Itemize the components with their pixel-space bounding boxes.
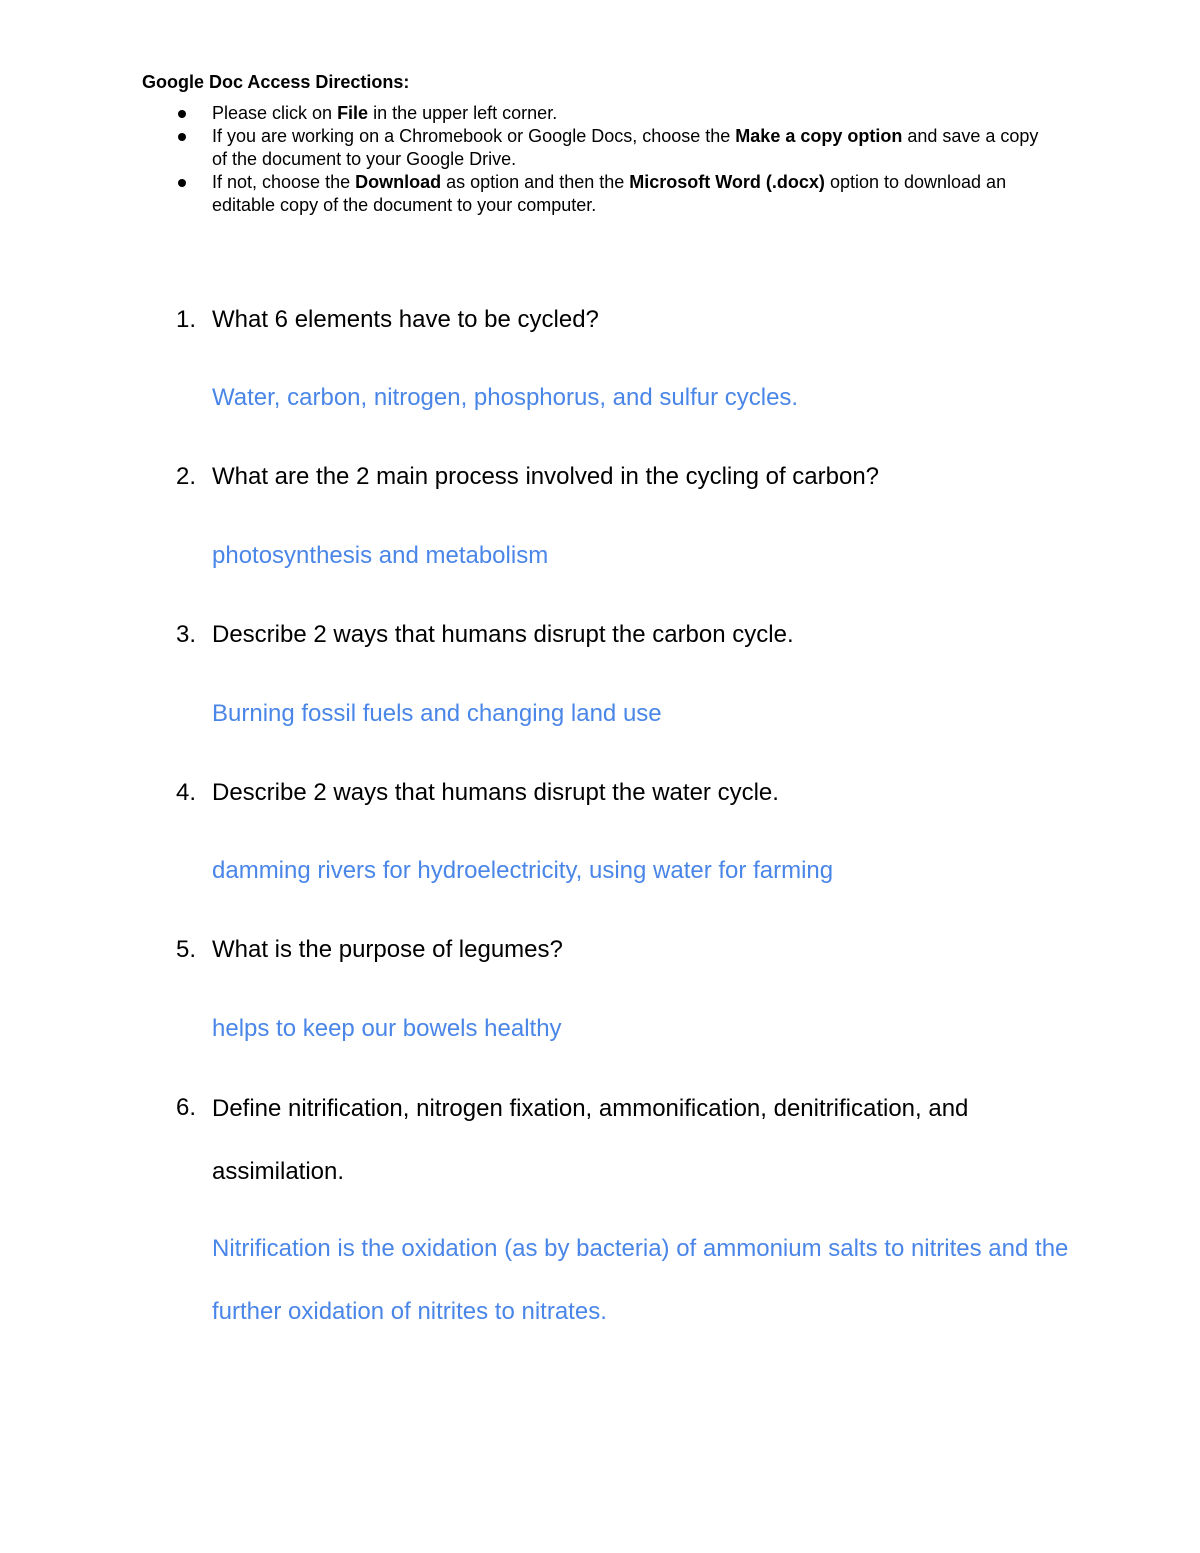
question-text: What are the 2 main process involved in the cycling of carbon? bbox=[212, 463, 880, 490]
question-text: What is the purpose of legumes? bbox=[212, 936, 563, 963]
question-number: 2. bbox=[176, 463, 197, 490]
question-number: 3. bbox=[176, 621, 197, 648]
answer-6: Nitrification is the oxidation (as by bacteria) of ammonium salts to nitrites and the further oxidation of nitrites to nitrates. bbox=[212, 1235, 1069, 1325]
directions-item-2: If you are working on a Chromebook or Google Docs, choose the Make a copy option and save a copy of the document to your Google Drive. bbox=[176, 125, 1056, 171]
directions-item-1: Please click on File in the upper left corner. bbox=[176, 102, 1056, 125]
directions-title: Google Doc Access Directions: bbox=[142, 72, 410, 92]
question-text: Describe 2 ways that humans disrupt the carbon cycle. bbox=[212, 621, 794, 648]
question-text: Describe 2 ways that humans disrupt the water cycle. bbox=[212, 779, 779, 806]
answer-1: Water, carbon, nitrogen, phosphorus, and sulfur cycles. bbox=[212, 384, 799, 411]
question-4 bbox=[176, 778, 1076, 808]
question-text: Define nitrification, nitrogen fixation, ammonification, denitrification, and assimilation. bbox=[212, 1095, 969, 1185]
answer-3: Burning fossil fuels and changing land use bbox=[212, 700, 662, 727]
answer-2: photosynthesis and metabolism bbox=[212, 542, 549, 569]
bullet-icon bbox=[178, 179, 186, 187]
question-number: 6. bbox=[176, 1094, 197, 1121]
question-text: What 6 elements have to be cycled? bbox=[212, 306, 599, 333]
bullet-icon bbox=[178, 110, 186, 118]
question-6 bbox=[176, 1093, 1076, 1203]
directions-list bbox=[176, 102, 1056, 217]
question-2 bbox=[176, 462, 1076, 492]
question-3 bbox=[176, 620, 1076, 650]
answer-5: helps to keep our bowels healthy bbox=[212, 1015, 562, 1042]
directions-item-3: If not, choose the Download as option and then the Microsoft Word (.docx) option to download an editable copy of the document to your computer. bbox=[176, 171, 1056, 217]
question-number: 5. bbox=[176, 936, 197, 963]
answer-4: damming rivers for hydroelectricity, using water for farming bbox=[212, 857, 834, 884]
question-5 bbox=[176, 935, 1076, 965]
question-1 bbox=[176, 305, 1076, 335]
question-number: 1. bbox=[176, 306, 197, 333]
question-number: 4. bbox=[176, 779, 197, 806]
bullet-icon bbox=[178, 133, 186, 141]
